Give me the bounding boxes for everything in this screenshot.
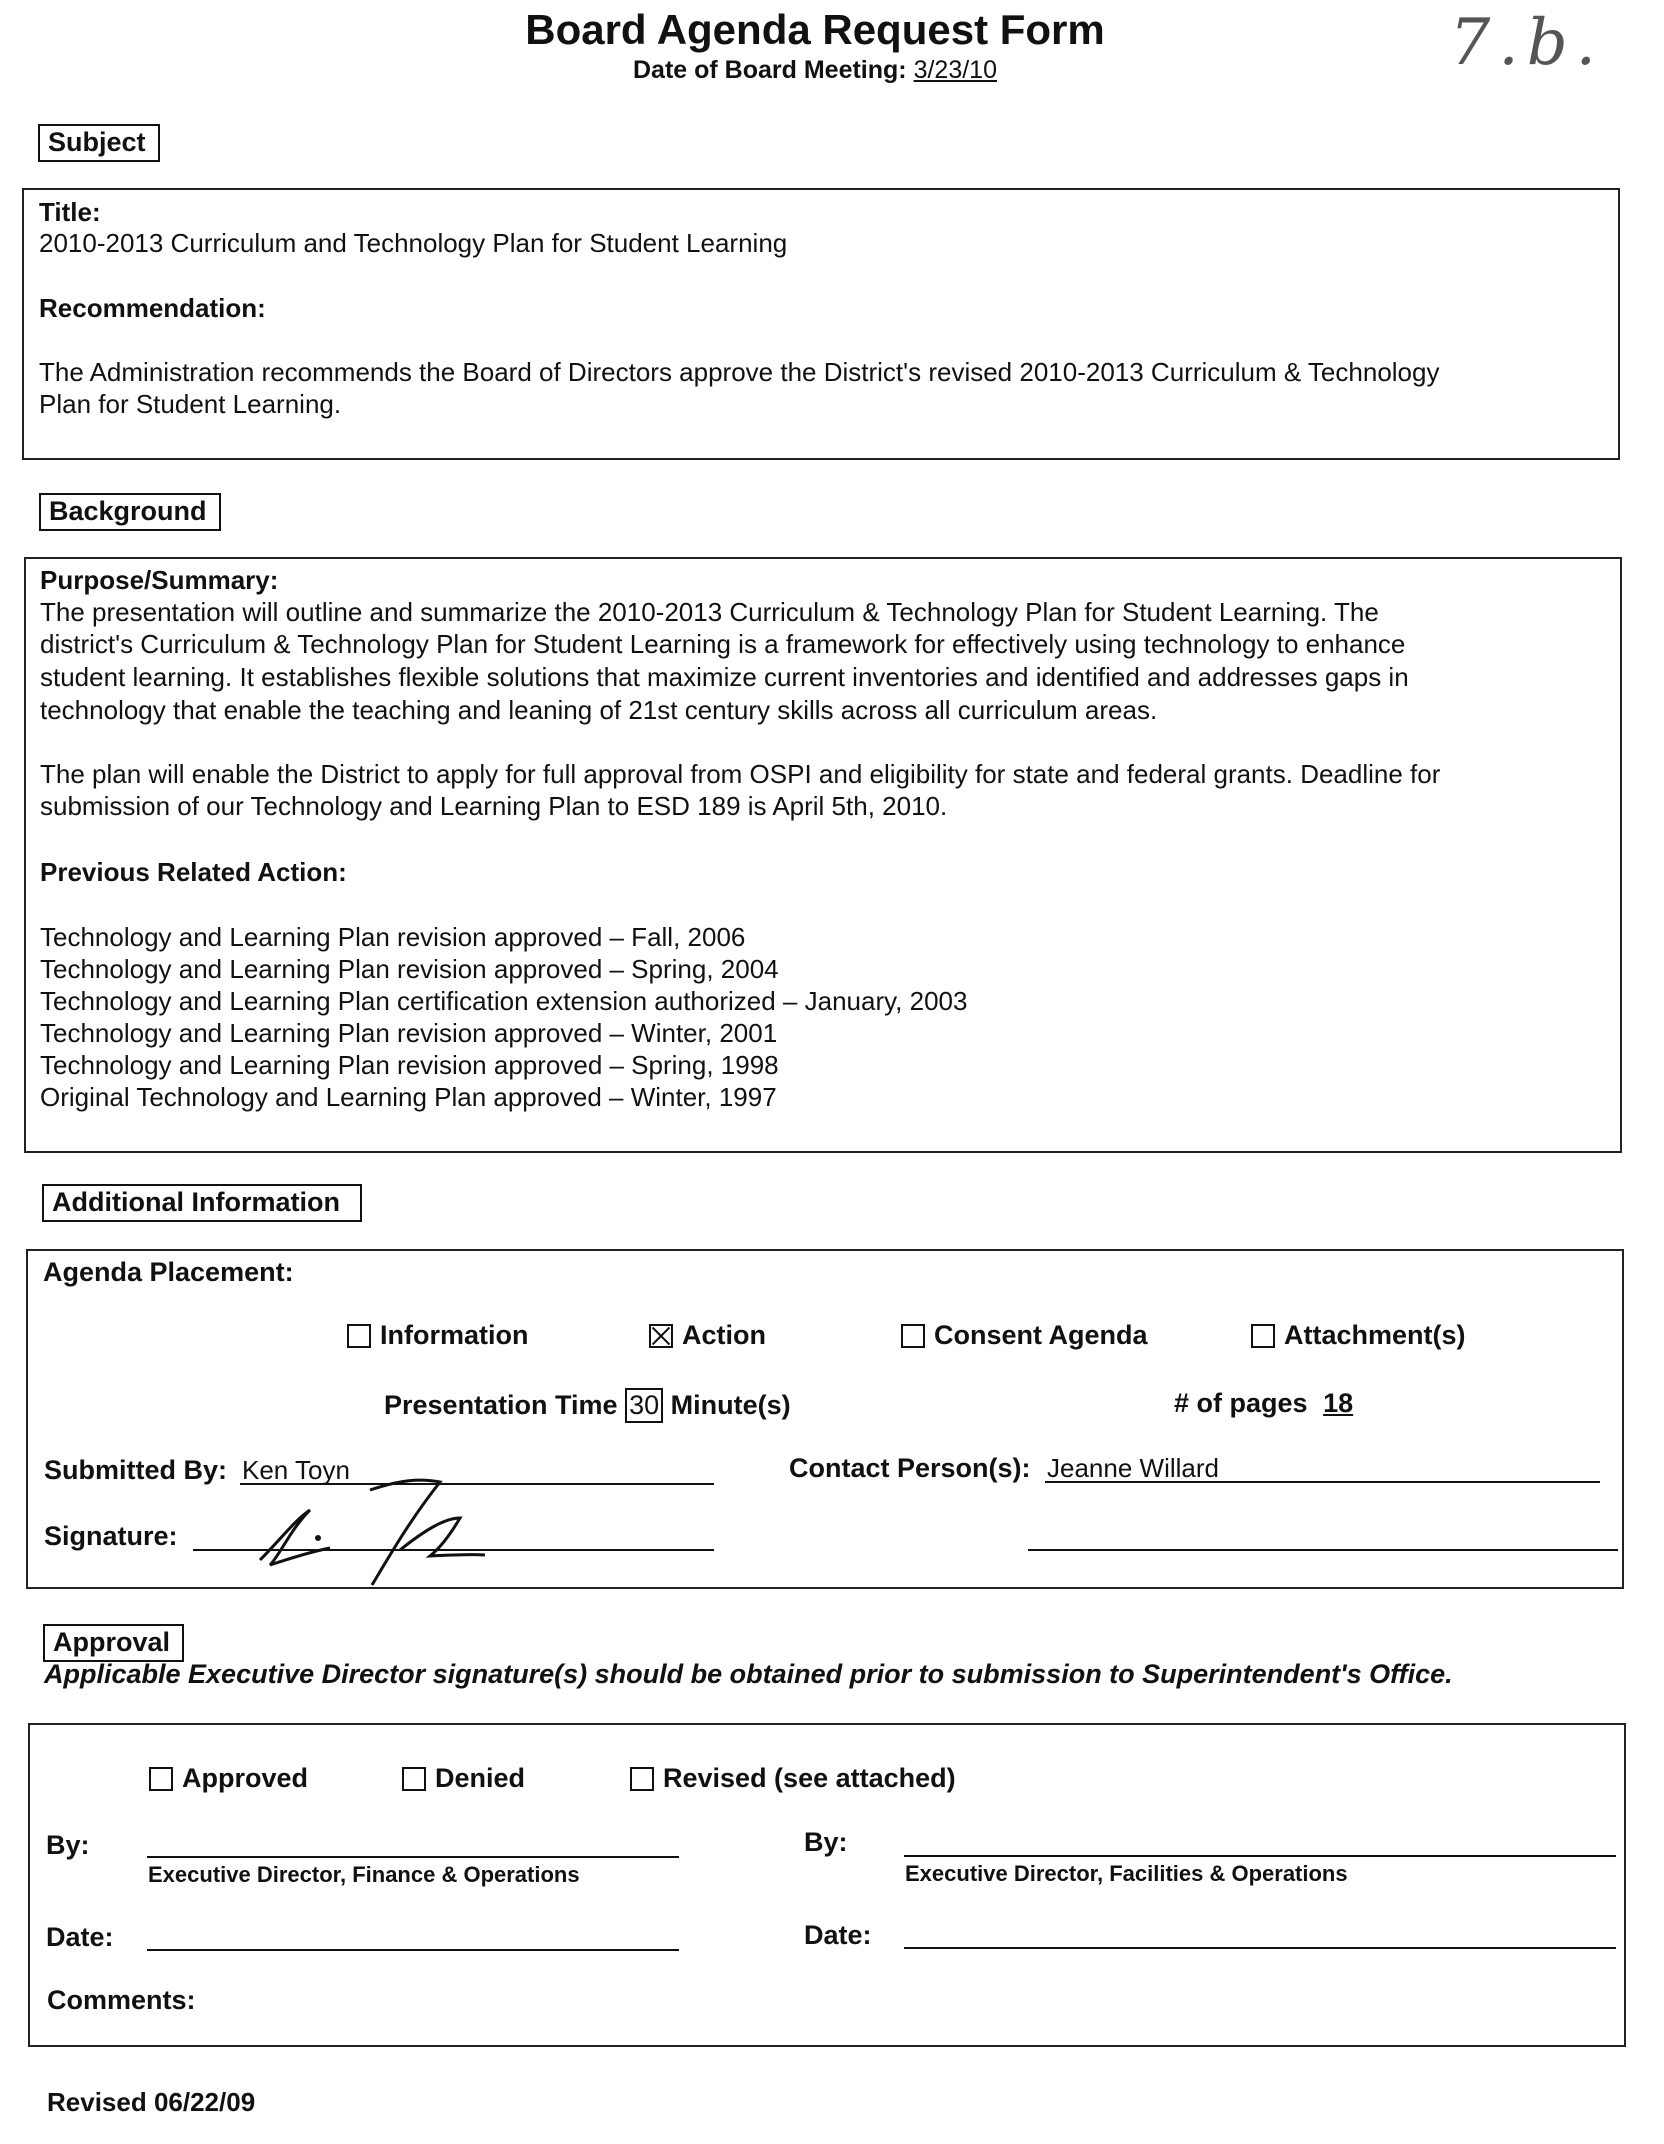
previous-action-item: Technology and Learning Plan revision approved – Winter, 2001 (40, 1018, 778, 1048)
attachments-label: Attachment(s) (1284, 1320, 1466, 1350)
option-action[interactable] (649, 1320, 766, 1351)
approved-label: Approved (182, 1763, 309, 1793)
date-label-right: Date: (804, 1920, 872, 1950)
revised-checkbox[interactable] (630, 1767, 654, 1791)
subject-section-label: Subject (38, 124, 160, 162)
date-label-left: Date: (46, 1922, 114, 1952)
purpose-label: Purpose/Summary: (40, 565, 279, 595)
approval-section-label: Approval (43, 1624, 184, 1662)
consent-agenda-label: Consent Agenda (934, 1320, 1148, 1350)
previous-action-item: Technology and Learning Plan certification extension authorized – January, 2003 (40, 986, 968, 1016)
handwritten-item-number: 7.b. (1449, 6, 1604, 80)
action-label: Action (682, 1320, 766, 1350)
approval-note: Applicable Executive Director signature(s) should be obtained prior to submission to Superintendent's Office. (44, 1659, 1453, 1689)
option-approved[interactable] (149, 1763, 308, 1794)
pages-row (1174, 1388, 1353, 1419)
denied-checkbox[interactable] (402, 1767, 426, 1791)
pages-label: # of pages (1174, 1388, 1308, 1418)
minutes-label: Minute(s) (670, 1390, 791, 1420)
previous-action-label: Previous Related Action: (40, 857, 347, 887)
presentation-time-value[interactable]: 30 (625, 1388, 663, 1423)
consent-agenda-checkbox[interactable] (901, 1324, 925, 1348)
revised-label: Revised (see attached) (663, 1763, 956, 1793)
option-denied[interactable] (402, 1763, 525, 1794)
submitted-by-value[interactable]: Ken Toyn (242, 1455, 350, 1485)
contact-signature-line (1028, 1549, 1618, 1551)
information-checkbox[interactable] (347, 1324, 371, 1348)
meeting-date-line (0, 56, 1630, 85)
information-label: Information (380, 1320, 529, 1350)
left-role-label: Executive Director, Finance & Operations (148, 1862, 580, 1887)
right-role-label: Executive Director, Facilities & Operations (905, 1861, 1348, 1886)
handwritten-signature (250, 1460, 510, 1590)
meeting-date-value: 3/23/10 (913, 56, 997, 84)
purpose-line-2: district's Curriculum & Technology Plan for Student Learning is a framework for effectively using technology to enhance (40, 629, 1406, 659)
form-title: Board Agenda Request Form (525, 6, 1105, 53)
revised-date-footer: Revised 06/22/09 (47, 2087, 256, 2117)
background-section-label: Background (39, 493, 221, 531)
pages-value[interactable]: 18 (1323, 1388, 1354, 1418)
plan-line-2: submission of our Technology and Learning Plan to ESD 189 is April 5th, 2010. (40, 791, 948, 821)
signature-label: Signature: (44, 1521, 178, 1551)
title-label: Title: (39, 197, 101, 227)
attachments-checkbox[interactable] (1251, 1324, 1275, 1348)
option-consent-agenda[interactable] (901, 1320, 1148, 1351)
contact-person-label: Contact Person(s): (789, 1453, 1031, 1483)
title-value: 2010-2013 Curriculum and Technology Plan for Student Learning (39, 228, 788, 258)
recommendation-line-1: The Administration recommends the Board of Directors approve the District's revised 2010-2013 Curriculum & Technology (39, 357, 1440, 387)
option-attachments[interactable] (1251, 1320, 1466, 1351)
denied-label: Denied (435, 1763, 526, 1793)
previous-action-item: Technology and Learning Plan revision approved – Fall, 2006 (40, 922, 746, 952)
purpose-line-1: The presentation will outline and summarize the 2010-2013 Curriculum & Technology Plan for Student Learning. The (40, 597, 1379, 627)
plan-line-1: The plan will enable the District to apply for full approval from OSPI and eligibility for state and federal grants. Deadline for (40, 759, 1441, 789)
agenda-placement-label: Agenda Placement: (43, 1257, 294, 1287)
by-label-left: By: (46, 1830, 90, 1860)
date-line-right[interactable] (904, 1947, 1616, 1949)
by-label-right: By: (804, 1827, 848, 1857)
by-line-left[interactable] (147, 1856, 679, 1858)
presentation-time-row (384, 1388, 791, 1423)
recommendation-line-2: Plan for Student Learning. (39, 389, 342, 419)
by-line-right[interactable] (904, 1855, 1616, 1857)
comments-label: Comments: (47, 1985, 196, 2015)
recommendation-label: Recommendation: (39, 293, 266, 323)
action-checkbox[interactable] (649, 1324, 673, 1348)
presentation-time-label: Presentation Time (384, 1390, 618, 1420)
previous-action-item: Technology and Learning Plan revision approved – Spring, 1998 (40, 1050, 779, 1080)
meeting-date-label: Date of Board Meeting: (633, 56, 907, 84)
date-line-left[interactable] (147, 1949, 679, 1951)
previous-action-item: Technology and Learning Plan revision approved – Spring, 2004 (40, 954, 779, 984)
contact-person-value[interactable]: Jeanne Willard (1047, 1453, 1219, 1483)
option-revised[interactable] (630, 1763, 956, 1794)
option-information[interactable] (347, 1320, 529, 1351)
approved-checkbox[interactable] (149, 1767, 173, 1791)
submitted-by-label: Submitted By: (44, 1455, 228, 1485)
additional-info-section-label: Additional Information (42, 1184, 362, 1222)
purpose-line-3: student learning. It establishes flexible solutions that maximize current inventories and identified and addresses gaps in (40, 662, 1409, 692)
previous-action-item: Original Technology and Learning Plan approved – Winter, 1997 (40, 1082, 777, 1112)
purpose-line-4: technology that enable the teaching and leaning of 21st century skills across all curriculum areas. (40, 695, 1158, 725)
